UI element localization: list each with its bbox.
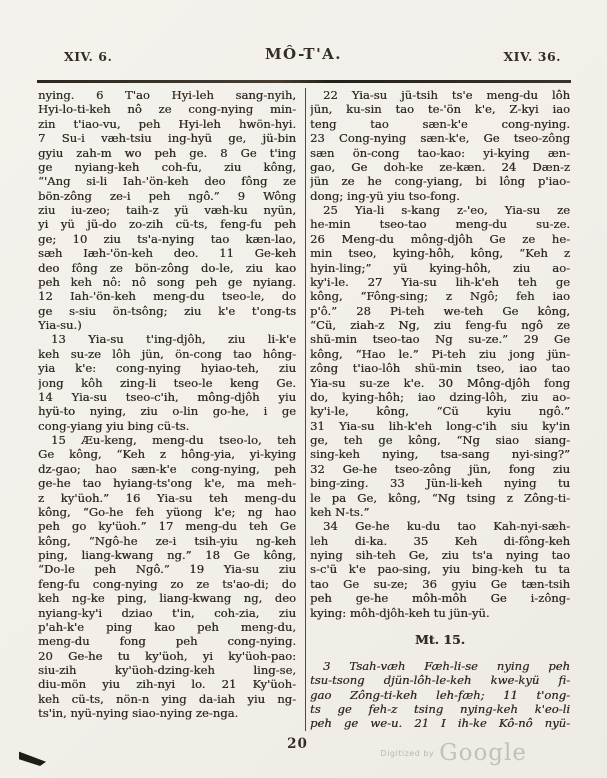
text-line: jün ze he cong-yiang, bi lông p'iao- [310,174,570,189]
google-watermark [381,740,527,766]
text-line: sing-keh nying, tsa-sang nyi-sing?” [310,447,570,462]
text-line: siu-zih ky'üoh-dzing-keh ling-se, [38,663,296,677]
text-line: 15 Æu-keng, meng-du tseo-lo, teh [51,433,296,447]
text-line: tao Ge su-ze; 36 gyiu Ge tæn-tsih [310,576,570,591]
watermark-prefix-label: Digitized by [380,749,435,758]
text-line: nying. 6 T'ao Hyi-leh sang-nyih, [38,88,296,102]
text-line: gao, Ge doh-ke ze-kæn. 24 Dæn-z [310,159,570,174]
text-line: bön-zông ze-i peh ngô.” 9 Wông [38,188,296,203]
page-corner-artifact [19,751,46,766]
text-line: feng-fu cong-nying zo ze ts'ao-di; do [38,576,296,591]
text-line: ky'i-le. 27 Yia-su lih-k'eh teh ge [310,274,570,289]
section-heading: Mt. 15. [414,631,466,647]
text-line: 25 Yia-li s-kang z-'eo, Yia-su ze [323,203,570,217]
right-column-italic-text [310,659,570,731]
text-line: Yia-su su-ze k'e. 30 Mông-djôh fong [310,375,570,390]
text-line: nyiang-ky'i dziao t'in, coh-zia, ziu [38,605,296,620]
text-line: shü-min tseo-tao Ng su-ze.” 29 Ge [310,332,570,347]
text-line: p'ah-k'e ping kao peh meng-du, [38,619,296,634]
text-line: gao Zông-ti-keh leh-fæh; 11 t'ong- [310,687,570,702]
google-logo: Google [439,740,527,766]
text-line: meng-du fong peh cong-nying. [38,634,296,649]
text-line: dong; ing-yü yiu tso-fong. [310,188,460,203]
text-line: Ge kông, “Keh z hông-yia, yi-kying [38,447,296,462]
text-line: zin t'iao-vu, peh Hyi-leh hwön-hyi. [38,116,296,131]
text-line: min tseo, kying-hôh, kông, “Keh z [310,246,570,261]
text-line: kông, “Go-he feh yüong k'e; ng hao [38,504,296,519]
text-line: bing-zing. 33 Jün-li-keh nying tu [310,476,570,491]
text-line: “Do-le peh Ngô.” 19 Yia-su ziu [38,562,296,577]
text-line: hyin-ling;” yü kying-hôh, ziu ao- [310,260,570,275]
text-line: ge-he tao hyiang-ts'ong k'e, ma meh- [38,476,296,491]
text-line: keh cü-ts, nön-n ying da-iah yiu ng- [38,691,296,706]
text-line: ziu iu-zeo; taih-z yü væh-ku nyün, [38,203,296,217]
text-line: z ky'üoh.” 16 Yia-su teh meng-du [38,490,296,505]
text-line: Hyi-lo-ti-keh nô ze cong-nying min- [38,102,296,117]
text-line: 22 Yia-su jü-tsih ts'e meng-du lôh [323,88,570,102]
text-line: Yia-su.) [38,318,82,332]
text-line: 13 Yia-su t'ing-djôh, ziu li-k'e [51,332,296,347]
text-line: kông, “Ngô-he ze-i tsih-yiu ng-keh [38,533,296,548]
text-line: peh ge we-u. 21 I ih-ke Kô-nô nyü- [310,716,570,731]
header-rule [37,80,571,83]
text-line: ge, teh ge kông, “Ng siao siang- [310,433,570,447]
text-line: ge nyiang-keh coh-fu, ziu kông, [38,159,296,174]
right-column [305,88,570,731]
text-line: ts ge feh-z tsing nying-keh k'eo-li [310,702,570,716]
text-line: peh go ky'üoh.” 17 meng-du teh Ge [38,519,296,534]
text-line: he-min tseo-tao meng-du su-ze. [310,217,570,232]
text-line: jün, ku-sin tao te-'ön k'e, Z-kyi iao [310,102,570,117]
text-line: tsu-tsong djün-lôh-le-keh kwe-kyü fi- [310,673,570,688]
text-line: kying: môh-djôh-keh tu jün-yü. [310,605,490,620]
running-head-title: MÔ-T'A. [264,45,343,63]
text-line: do, kying-hôh; iao dzing-lôh, ziu ao- [310,389,570,404]
text-line: kông, “Hao le.” Pi-teh ziu jong jün- [310,346,570,361]
text-line: kông, “Fông-sing; z Ngô; feh iao [310,289,570,304]
text-line: keh su-ze lôh jün, ön-cong tao hông- [38,346,296,361]
text-line: 12 Iah-'ön-keh meng-du tseo-le, do [38,289,296,304]
text-line: 14 Yia-su tseo-c'ih, mông-djôh yiu [38,389,296,404]
text-line: ge; 10 ziu ts'a-nying tao kæn-lao, [38,231,296,246]
text-line: zông t'iao-lôh shü-min tseo, iao tao [310,361,570,376]
text-line: deo fông ze bön-zông do-le, ziu kao [38,260,296,275]
text-line: peh keh nô: nô song peh ge nyiang. [38,274,296,289]
right-column-text [310,88,570,620]
text-line: ge s-siu ön-tsông; ziu k'e t'ong-ts [38,303,296,318]
text-line: jong kôh zing-li tseo-le keng Ge. [38,375,296,390]
text-line: nying sih-teh Ge, ziu ts'a nying tao [310,548,570,562]
text-line: peh ge-he môh-môh Ge i-zông- [310,591,570,606]
running-head-verse-right: XIV. 36. [503,49,561,64]
text-line: teng tao sæn-k'e cong-nying. [310,116,570,131]
text-line: s-c'ü k'e pao-sing, yiu bing-keh tu ta [310,562,570,577]
text-columns [38,88,570,731]
text-line: p'ô.” 28 Pi-teh we-teh Ge kông, [310,303,570,318]
text-line: 23 Cong-nying sæn-k'e, Ge tseo-zông [310,131,570,146]
text-line: “Cü, ziah-z Ng, ziu feng-fu ngô ze [310,318,570,332]
text-line: keh N-ts.” [310,504,370,519]
text-line: ky'i-le, kông, “Cü kyiu ngô.” [310,404,570,419]
text-line: yia k'e: cong-nying hyiao-teh, ziu [38,361,296,376]
page-number: 20 [287,736,308,752]
text-line: sæn ön-cong tao-kao: yi-kying æn- [310,145,570,160]
text-line: cong-yiang yiu bing cü-ts. [38,418,190,433]
running-head-verse-left: XIV. 6. [64,49,113,64]
text-line: dz-gao; hao sæn-k'e cong-nying, peh [38,461,296,476]
text-line: sæh Iæh-'ön-keh deo. 11 Ge-keh [38,246,296,261]
text-line: keh ng-ke ping, liang-kwang ng, deo [38,591,296,606]
left-column-text [38,88,296,721]
text-line: 32 Ge-he tseo-zông jün, fong ziu [310,461,570,476]
text-line: ping, liang-kwang ng.” 18 Ge kông, [38,548,296,562]
text-line: hyü-to nying, ziu o-lin go-he, i ge [38,404,296,419]
text-line: ts'in, nyü-nying siao-nying ze-nga. [38,706,239,721]
text-line: 20 Ge-he tu ky'üoh, yi ky'üoh-pao: [38,648,296,663]
text-line: 31 Yia-su lih-k'eh long-c'ih siu ky'in [310,418,570,433]
text-line: 3 Tsah-væh Fæh-li-se nying peh [323,658,570,673]
text-line: diu-mön yiu zih-nyi lo. 21 Ky'üoh- [38,677,296,692]
text-line: 7 Su-i væh-tsiu ing-hyü ge, jü-bin [38,131,296,146]
text-line: 26 Meng-du mông-djôh Ge ze he- [310,231,570,246]
text-line: gyiu zah-m wo peh ge. 8 Ge t'ing [38,145,296,160]
text-line: leh di-ka. 35 Keh di-fông-keh [310,533,570,548]
text-line: le pa Ge, kông, “Ng tsing z Zông-ti- [310,490,570,505]
left-column [38,88,296,731]
text-line: “'Ang si-li Iah-'ön-keh deo fông ze [38,174,296,189]
text-line: 34 Ge-he ku-du tao Kah-nyi-sæh- [323,519,570,534]
text-line: yi yü jü-do zo-zih cü-ts, feng-fu peh [38,217,296,232]
